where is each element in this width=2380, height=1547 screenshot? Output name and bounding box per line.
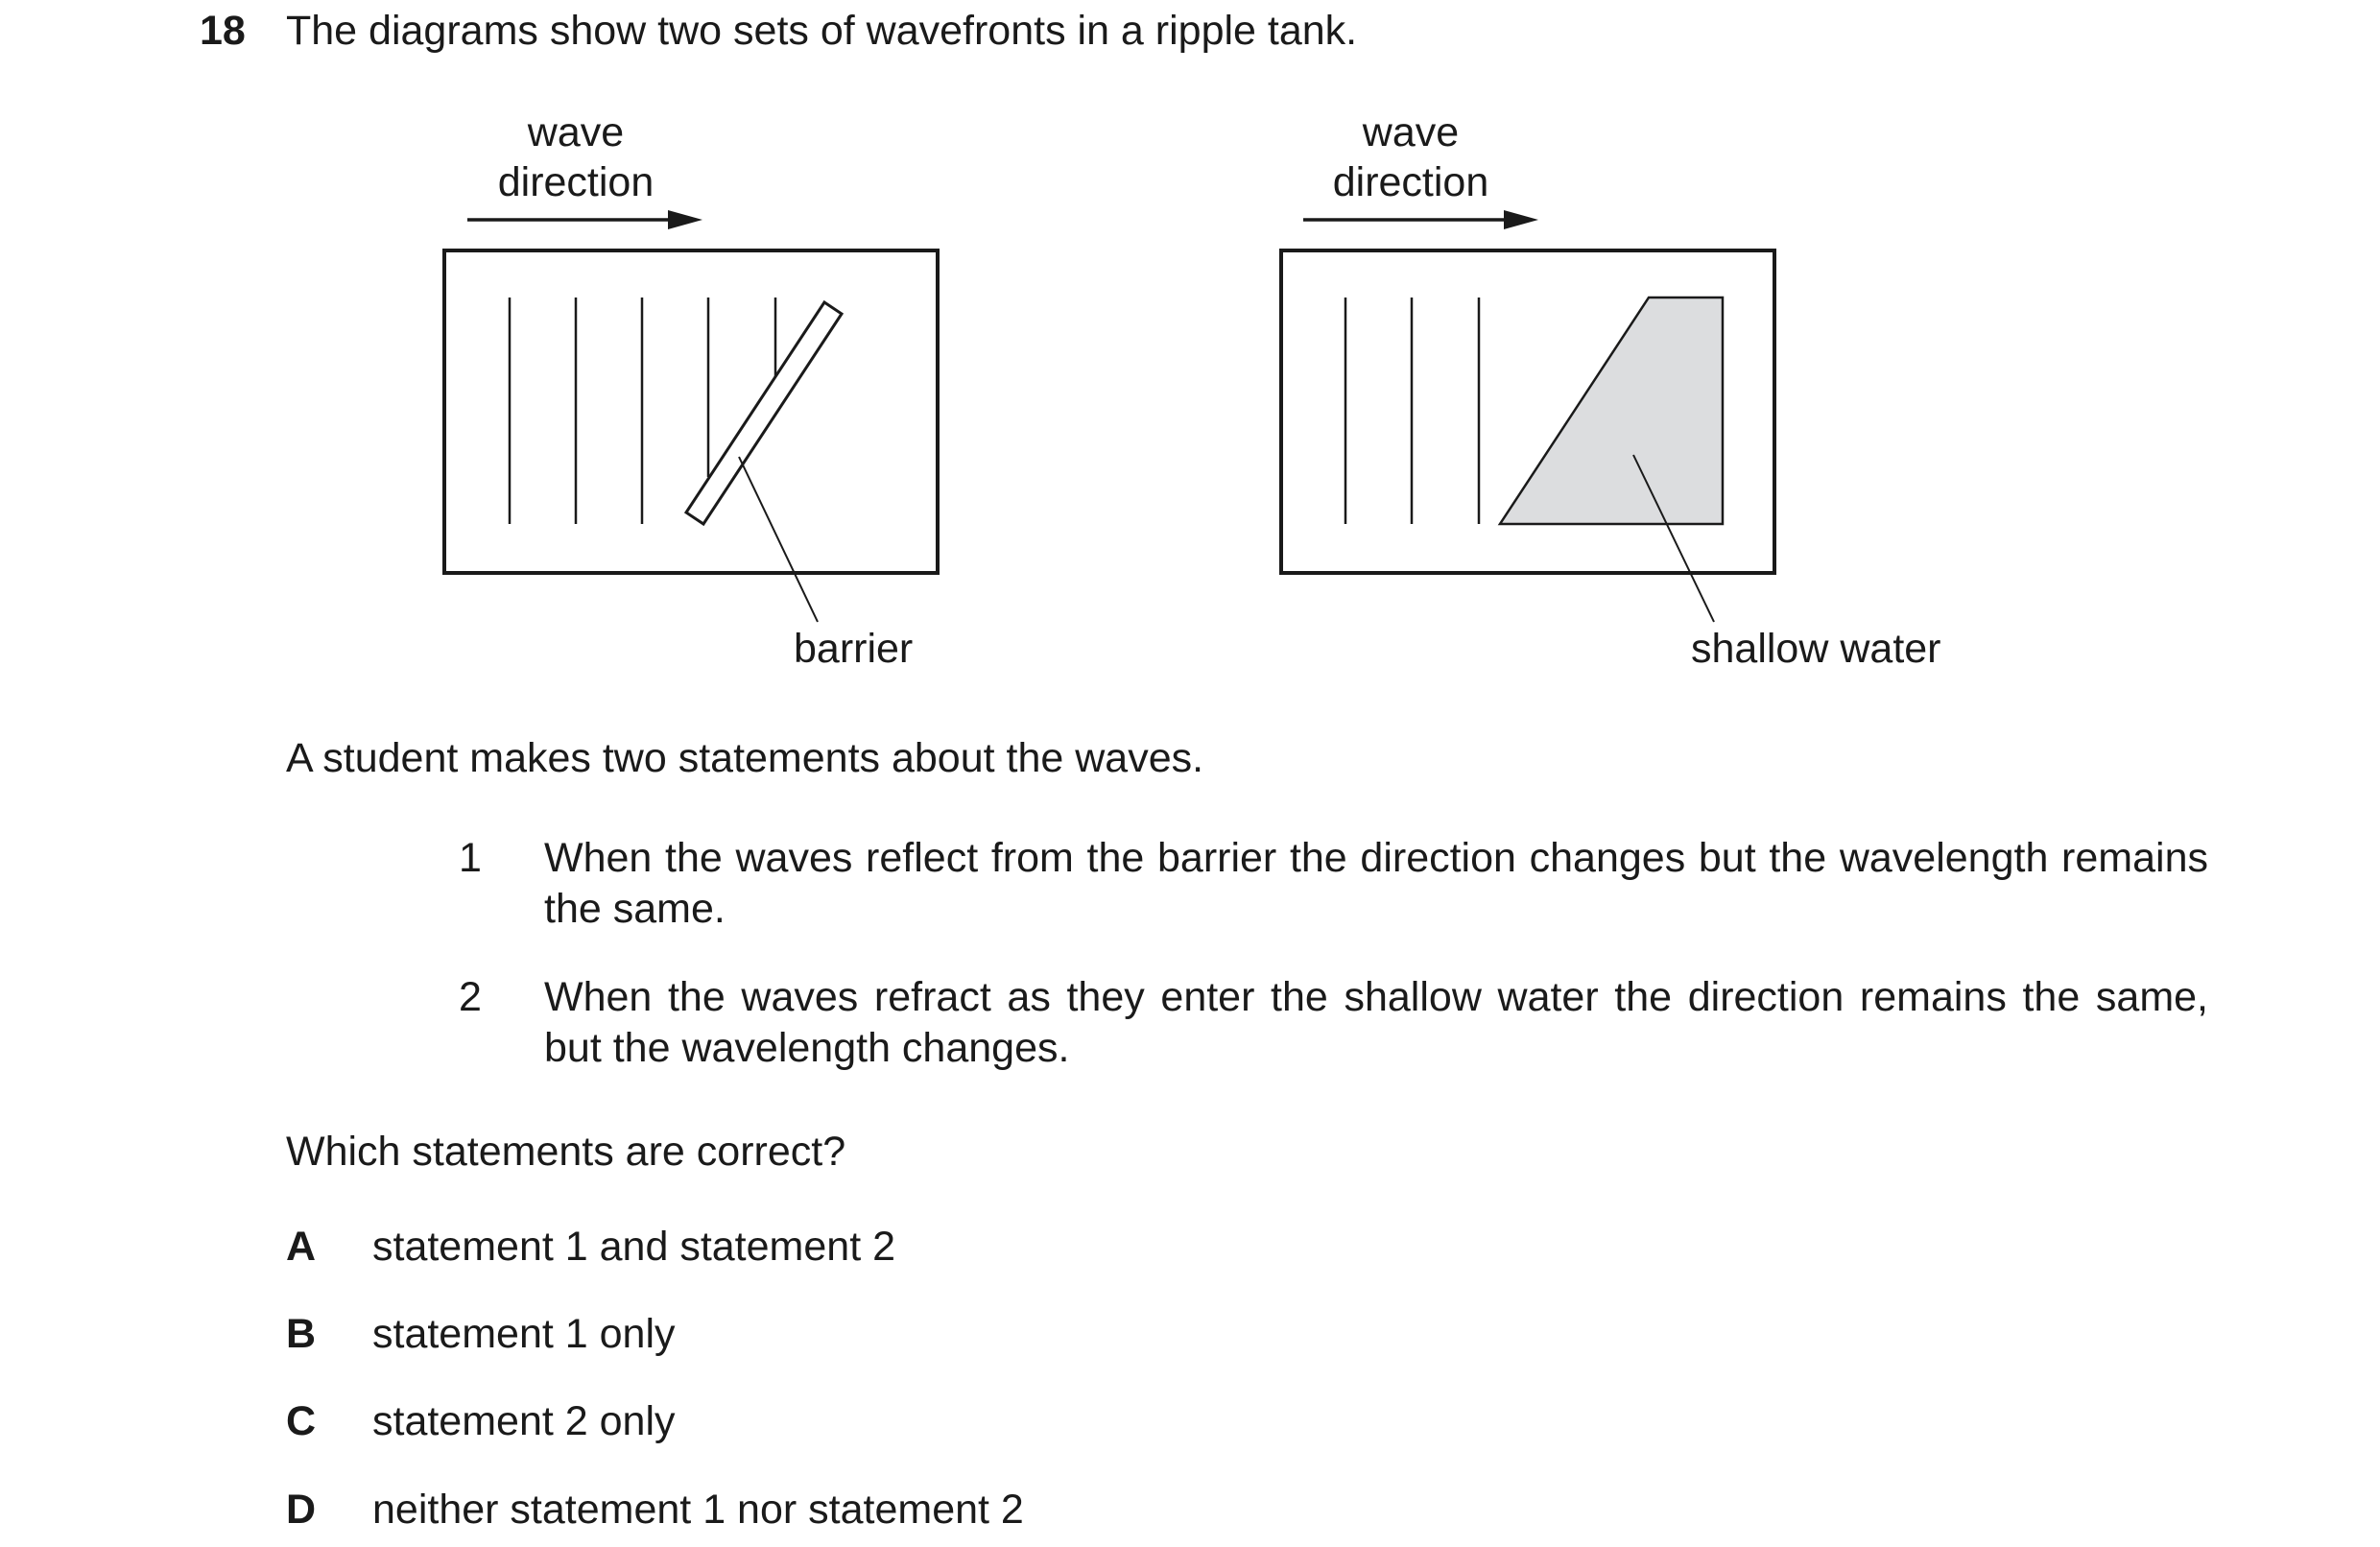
statement-1-text: When the waves reflect from the barrier the direction changes but the wavelength remains the same. [544, 835, 2208, 932]
right-wave-direction-arrow [1303, 210, 1538, 229]
question-prompt: Which statements are correct? [286, 1129, 846, 1175]
barrier-callout-line [739, 457, 818, 622]
right-wave-direction-label [1296, 107, 1526, 207]
option-b-letter[interactable]: B [286, 1311, 317, 1357]
option-a-letter[interactable]: A [286, 1224, 317, 1270]
left-wave-direction-label [461, 107, 691, 207]
left-wave-label-line1: wave [527, 109, 625, 155]
right-wavefronts [1345, 298, 1479, 524]
option-d-text[interactable]: neither statement 1 nor statement 2 [372, 1487, 1024, 1533]
left-wave-label-line2: direction [497, 159, 654, 205]
question-stem: The diagrams show two sets of wavefronts in a ripple tank. [286, 8, 1358, 54]
statement-2-number: 2 [459, 974, 482, 1020]
option-a-text[interactable]: statement 1 and statement 2 [372, 1224, 895, 1270]
statement-1-number: 1 [459, 835, 482, 881]
option-c-letter[interactable]: C [286, 1398, 317, 1444]
barrier-shape [686, 302, 842, 524]
right-wave-label-line2: direction [1332, 159, 1489, 205]
intro-text: A student makes two statements about the waves. [286, 735, 1204, 781]
right-wave-label-line1: wave [1362, 109, 1460, 155]
question-number: 18 [200, 8, 246, 54]
right-tank-diagram [1281, 210, 1774, 622]
shallow-water-label: shallow water [1691, 626, 1941, 672]
option-d-letter[interactable]: D [286, 1487, 317, 1533]
ripple-tank-diagrams [0, 0, 2380, 729]
statement-2-text: When the waves refract as they enter the shallow water the direction remains the same, but the wavelength changes. [544, 974, 2208, 1071]
left-tank-outline [444, 250, 938, 573]
left-tank-diagram [444, 210, 938, 622]
barrier-label: barrier [794, 626, 914, 672]
left-wave-direction-arrow [467, 210, 702, 229]
shallow-water-region [1500, 298, 1723, 524]
left-wavefronts [510, 298, 775, 524]
option-b-text[interactable]: statement 1 only [372, 1311, 676, 1357]
option-c-text[interactable]: statement 2 only [372, 1398, 676, 1444]
